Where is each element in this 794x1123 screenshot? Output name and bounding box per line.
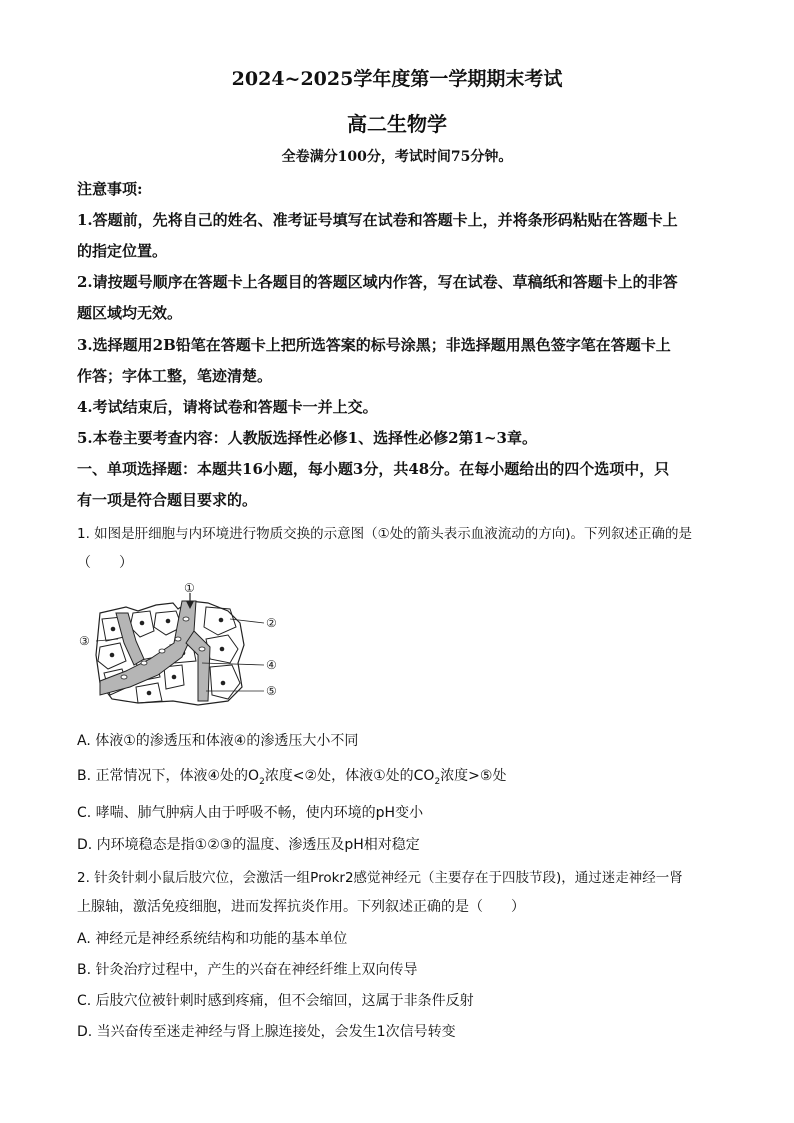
label-1: ① bbox=[184, 583, 195, 595]
option-b bbox=[77, 765, 717, 787]
subscript: 2 bbox=[259, 776, 265, 787]
section-heading: 一、单项选择题：本题共16小题，每小题3分，共48分。在每小题给出的四个选项中，只 bbox=[77, 460, 670, 478]
option-c: C. 哮喘、肺气肿病人由于呼吸不畅，使内环境的pH变小 bbox=[77, 805, 424, 821]
exam-title: 2024~2025学年度第一学期期末考试 bbox=[231, 68, 563, 90]
section-heading: 有一项是符合题目要求的。 bbox=[77, 491, 258, 509]
option-c: C. 后肢穴位被针刺时感到疼痛，但不会缩回，这属于非条件反射 bbox=[77, 993, 474, 1009]
liver-cell-diagram bbox=[78, 583, 288, 713]
option-b: B. 针灸治疗过程中，产生的兴奋在神经纤维上双向传导 bbox=[77, 962, 418, 978]
option-b-text: 浓度>⑤处 bbox=[440, 768, 507, 784]
option-a: A. 神经元是神经系统结构和功能的基本单位 bbox=[77, 931, 348, 947]
notes-line: 5.本卷主要考查内容：人教版选择性必修1、选择性必修2第1~3章。 bbox=[77, 429, 537, 447]
notes-line: 1.答题前，先将自己的姓名、准考证号填写在试卷和答题卡上，并将条形码粘贴在答题卡上 bbox=[77, 211, 678, 229]
option-b-text: 浓度<②处，体液①处的CO bbox=[264, 768, 435, 784]
label-5: ⑤ bbox=[266, 684, 277, 698]
option-d: D. 当兴奋传至迷走神经与肾上腺连接处，会发生1次信号转变 bbox=[77, 1024, 456, 1040]
label-3: ③ bbox=[79, 634, 90, 648]
question-2-stem: 上腺轴，激活免疫细胞，进而发挥抗炎作用。下列叙述正确的是（ ） bbox=[77, 899, 525, 915]
option-d: D. 内环境稳态是指①②③的温度、渗透压及pH相对稳定 bbox=[77, 837, 420, 853]
question-2-stem: 2. 针灸针刺小鼠后肢穴位，会激活一组Prokr2感觉神经元（主要存在于四肢节段)，通过迷走神经一肾 bbox=[77, 870, 683, 886]
notes-line: 3.选择题用2B铅笔在答题卡上把所选答案的标号涂黑；非选择题用黑色签字笔在答题卡上 bbox=[77, 336, 671, 354]
notes-line: 2.请按题号顺序在答题卡上各题目的答题区域内作答，写在试卷、草稿纸和答题卡上的非答 bbox=[77, 273, 678, 291]
subscript: 2 bbox=[434, 776, 441, 787]
label-2: ② bbox=[266, 616, 277, 630]
question-1-stem: （ ） bbox=[77, 555, 133, 571]
notes-line: 题区域均无效。 bbox=[77, 304, 183, 322]
notes-heading: 注意事项: bbox=[77, 180, 143, 198]
label-4: ④ bbox=[266, 658, 277, 672]
subject-title: 高二生物学 bbox=[347, 112, 447, 136]
option-a: A. 体液①的渗透压和体液④的渗透压大小不同 bbox=[77, 733, 359, 749]
notes-line: 的指定位置。 bbox=[77, 242, 168, 260]
notes-line: 作答；字体工整，笔迹清楚。 bbox=[77, 367, 273, 385]
option-b-text: B. 正常情况下，体液④处的O bbox=[77, 768, 260, 784]
notes-line: 4.考试结束后，请将试卷和答题卡一并上交。 bbox=[77, 398, 378, 416]
question-1-stem: 1. 如图是肝细胞与内环境进行物质交换的示意图（①处的箭头表示血液流动的方向)。下列叙述正确的是 bbox=[77, 526, 693, 542]
exam-meta: 全卷满分100分，考试时间75分钟。 bbox=[281, 149, 513, 165]
